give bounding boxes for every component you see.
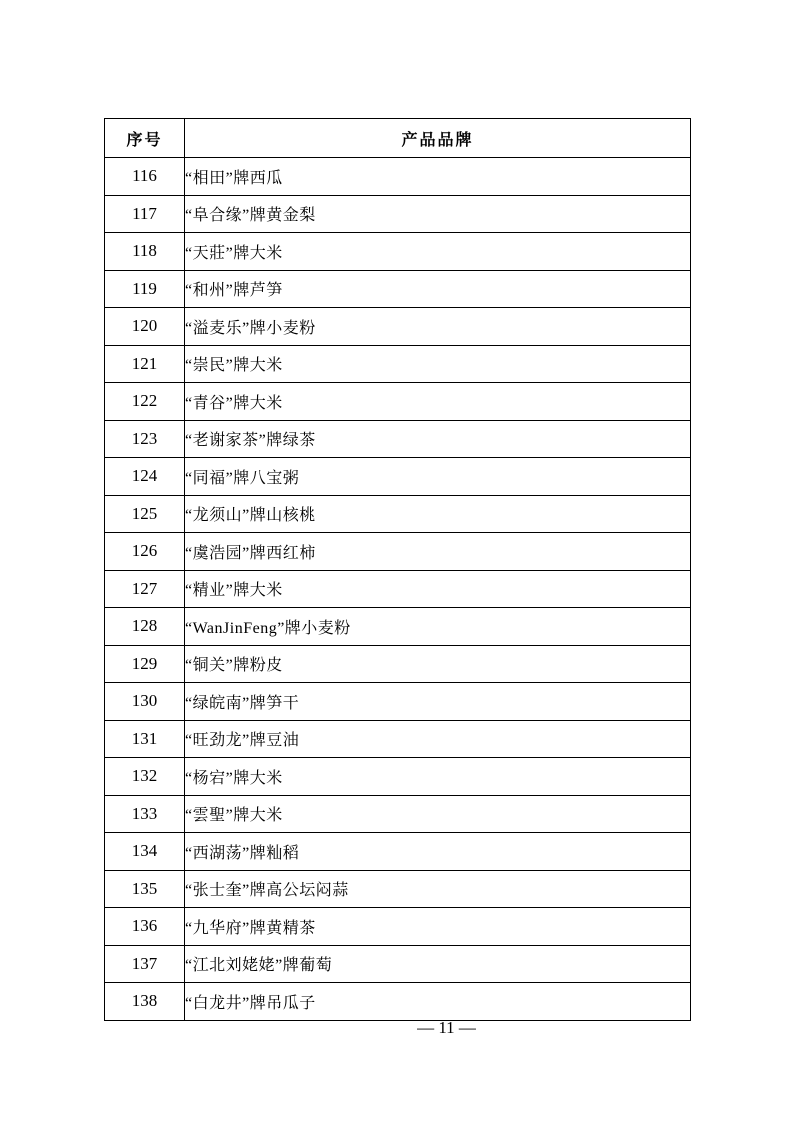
- page-number: — 11 —: [417, 1018, 476, 1037]
- table-row: [105, 795, 691, 833]
- cell-serial: 137: [105, 945, 185, 983]
- cell-serial: 133: [105, 795, 185, 833]
- cell-serial: 130: [105, 683, 185, 721]
- cell-brand: “青谷”牌大米: [185, 383, 691, 421]
- cell-brand: “杨宕”牌大米: [185, 758, 691, 796]
- cell-brand: “虞浩园”牌西红柿: [185, 533, 691, 571]
- table-row: [105, 233, 691, 271]
- cell-serial: 127: [105, 570, 185, 608]
- table-row: [105, 308, 691, 346]
- table-row: [105, 758, 691, 796]
- table-row: [105, 945, 691, 983]
- cell-serial: 135: [105, 870, 185, 908]
- cell-serial: 124: [105, 458, 185, 496]
- table-row: [105, 983, 691, 1021]
- cell-brand: “旺劲龙”牌豆油: [185, 720, 691, 758]
- table-row: [105, 533, 691, 571]
- cell-serial: 119: [105, 270, 185, 308]
- column-header-brand: 产品品牌: [185, 119, 691, 158]
- product-brand-table-wrapper: [104, 118, 690, 1021]
- cell-brand: “张士奎”牌高公坛闷蒜: [185, 870, 691, 908]
- cell-serial: 123: [105, 420, 185, 458]
- cell-serial: 138: [105, 983, 185, 1021]
- cell-serial: 117: [105, 195, 185, 233]
- table-row: [105, 270, 691, 308]
- cell-brand: “江北刘姥姥”牌葡萄: [185, 945, 691, 983]
- cell-brand: “白龙井”牌吊瓜子: [185, 983, 691, 1021]
- cell-brand: “西湖荡”牌籼稻: [185, 833, 691, 871]
- cell-brand: “绿皖南”牌笋干: [185, 683, 691, 721]
- table-row: [105, 608, 691, 646]
- cell-brand: “和州”牌芦笋: [185, 270, 691, 308]
- cell-serial: 125: [105, 495, 185, 533]
- cell-serial: 132: [105, 758, 185, 796]
- cell-brand: “同福”牌八宝粥: [185, 458, 691, 496]
- table-row: [105, 870, 691, 908]
- table-row: [105, 833, 691, 871]
- cell-brand: “龙须山”牌山核桃: [185, 495, 691, 533]
- table-row: [105, 720, 691, 758]
- cell-brand: “天莊”牌大米: [185, 233, 691, 271]
- cell-serial: 131: [105, 720, 185, 758]
- table-row: [105, 383, 691, 421]
- cell-brand: “精业”牌大米: [185, 570, 691, 608]
- cell-brand: “相田”牌西瓜: [185, 158, 691, 196]
- table-body: [105, 158, 691, 1021]
- cell-serial: 122: [105, 383, 185, 421]
- table-row: [105, 908, 691, 946]
- cell-serial: 120: [105, 308, 185, 346]
- cell-serial: 126: [105, 533, 185, 571]
- cell-serial: 118: [105, 233, 185, 271]
- table-header-row: [105, 119, 691, 158]
- cell-brand: “铜关”牌粉皮: [185, 645, 691, 683]
- table-row: [105, 158, 691, 196]
- cell-brand: “雲聖”牌大米: [185, 795, 691, 833]
- table-row: [105, 645, 691, 683]
- cell-brand: “WanJinFeng”牌小麦粉: [185, 608, 691, 646]
- table-row: [105, 495, 691, 533]
- table-row: [105, 345, 691, 383]
- table-row: [105, 683, 691, 721]
- table-row: [105, 420, 691, 458]
- cell-serial: 129: [105, 645, 185, 683]
- table-row: [105, 570, 691, 608]
- cell-brand: “老谢家茶”牌绿茶: [185, 420, 691, 458]
- cell-serial: 121: [105, 345, 185, 383]
- cell-brand: “阜合缘”牌黄金梨: [185, 195, 691, 233]
- cell-serial: 116: [105, 158, 185, 196]
- table-row: [105, 458, 691, 496]
- cell-serial: 136: [105, 908, 185, 946]
- table-row: [105, 195, 691, 233]
- cell-serial: 134: [105, 833, 185, 871]
- product-brand-table: [104, 118, 691, 1021]
- cell-brand: “溢麦乐”牌小麦粉: [185, 308, 691, 346]
- column-header-serial: 序号: [105, 119, 185, 158]
- cell-brand: “崇民”牌大米: [185, 345, 691, 383]
- cell-serial: 128: [105, 608, 185, 646]
- cell-brand: “九华府”牌黄精茶: [185, 908, 691, 946]
